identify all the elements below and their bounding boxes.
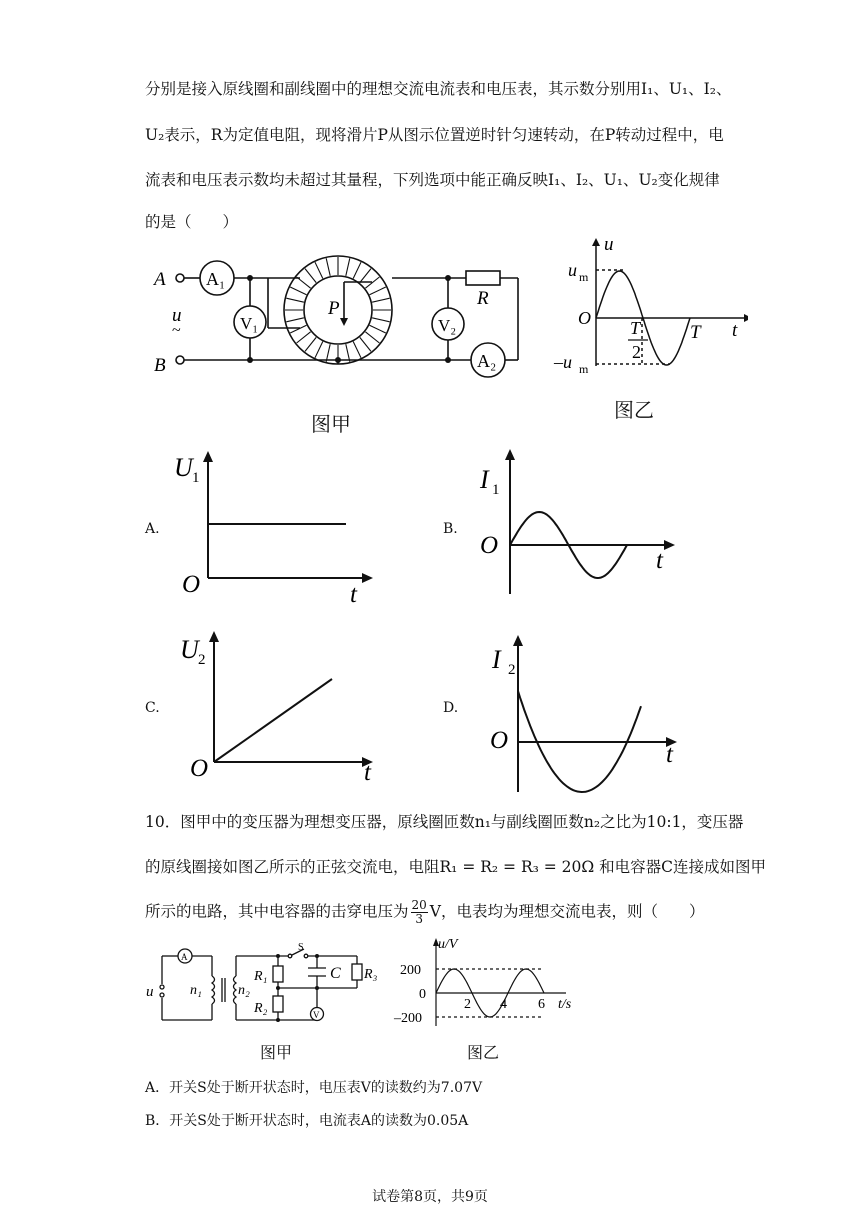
- label-r: R: [477, 288, 489, 309]
- q9-circuit-diagram: [148, 240, 528, 380]
- graph-a-xlabel: t: [350, 581, 357, 608]
- q10-u-label: u: [146, 984, 154, 1000]
- switch-s-label: S: [298, 942, 304, 953]
- winding-tick: [297, 277, 311, 288]
- label-v1: V₁: [240, 314, 259, 333]
- winding-tick: [360, 269, 371, 283]
- half-period-den: 2: [632, 342, 641, 362]
- graph-b-ysub: 1: [492, 482, 500, 498]
- winding-tick: [360, 337, 371, 351]
- winding-tick: [372, 318, 390, 322]
- fraction-numerator: 20: [411, 898, 427, 912]
- resistor-r2: [273, 996, 283, 1012]
- winding-tick: [370, 287, 386, 295]
- winding-tick: [297, 332, 311, 343]
- n2-label: n₂: [238, 983, 250, 998]
- period-label: T: [690, 322, 701, 343]
- q9-text-line-4: 的是（ ）: [145, 213, 239, 231]
- graph-d-ysub: 2: [508, 662, 516, 678]
- winding-tick: [346, 344, 350, 362]
- q9-waveform: [548, 236, 748, 376]
- winding-tick: [326, 258, 330, 276]
- half-period-num: T: [630, 318, 641, 338]
- option-b-graph: [470, 448, 680, 608]
- option-a-graph: [168, 448, 378, 608]
- winding-tick: [353, 262, 361, 278]
- um-sub: m: [579, 270, 589, 284]
- fraction-denominator: 3: [415, 912, 423, 926]
- graph-d-xlabel: t: [666, 741, 673, 768]
- q10-waveform: [392, 936, 588, 1032]
- q10-fig-jia-caption: 图甲: [260, 1043, 293, 1062]
- q9-fig-jia-caption: 图甲: [311, 412, 351, 436]
- label-a: A: [154, 269, 166, 290]
- winding-tick: [290, 325, 306, 333]
- tick-200: 200: [400, 963, 421, 978]
- page-footer: 试卷第8页，共9页: [372, 1189, 488, 1205]
- q10-line3-end: V，电表均为理想交流电表，则（ ）: [429, 902, 705, 921]
- breakdown-voltage-fraction: [411, 899, 428, 926]
- q10-option-a: A．开关S处于断开状态时，电压表V的读数约为7.07V: [145, 1080, 483, 1096]
- option-b-label: B.: [443, 521, 458, 537]
- slider-arrow-icon: [340, 318, 348, 326]
- label-b: B: [154, 355, 166, 376]
- neg-um-sub: m: [579, 362, 589, 376]
- option-c-label: C.: [145, 700, 160, 716]
- option-a-label: A.: [145, 521, 160, 537]
- wave-u-label: u: [604, 236, 614, 255]
- option-d-graph: [478, 634, 688, 794]
- q9-text-line-1: 分别是接入原线圈和副线圈中的理想交流电流表和电压表，其示数分别用I₁、U₁、I₂、: [145, 80, 732, 98]
- resistor-r: [466, 271, 500, 285]
- winding-tick: [286, 298, 304, 302]
- q9-text-line-3: 流表和电压表示数均未超过其量程，下列选项中能正确反映I₁、I₂、U₁、U₂变化规律: [145, 171, 720, 189]
- winding-tick: [286, 318, 304, 322]
- winding-tick: [370, 325, 386, 333]
- label-a2: A₂: [477, 351, 497, 371]
- q10-circuit-diagram: [142, 940, 382, 1036]
- tick-0: 0: [419, 987, 426, 1002]
- neg-um-label: –u: [554, 352, 572, 372]
- winding-tick: [326, 344, 330, 362]
- graph-b-xlabel: t: [656, 547, 663, 574]
- q10-a-label: A: [181, 952, 188, 962]
- label-v2: V₂: [438, 316, 457, 335]
- q10-v-label: V: [313, 1010, 320, 1020]
- tick-4: 4: [500, 997, 507, 1012]
- tick-6: 6: [538, 997, 545, 1012]
- t-axis-label: t: [732, 320, 738, 341]
- capacitor-c-label: C: [330, 965, 341, 982]
- r1-label: R₁: [254, 969, 268, 984]
- option-c-graph: [174, 628, 384, 788]
- graph-b-ylabel: I: [480, 465, 489, 494]
- graph-d-origin: O: [490, 727, 509, 754]
- q10-option-b: B．开关S处于断开状态时，电流表A的读数为0.05A: [145, 1113, 469, 1129]
- winding-tick: [290, 287, 306, 295]
- graph-d-ylabel: I: [492, 645, 501, 674]
- q10-text-line-3: [145, 899, 705, 926]
- origin-label: O: [578, 308, 591, 328]
- graph-b-origin: O: [480, 532, 499, 559]
- label-p: P: [328, 298, 340, 319]
- q10-fig-yi-caption: 图乙: [467, 1043, 500, 1062]
- winding-tick: [346, 258, 350, 276]
- winding-tick: [372, 298, 390, 302]
- winding-tick: [305, 337, 316, 351]
- label-a1: A₁: [206, 269, 226, 289]
- q10-text-line-2: 的原线圈接如图乙所示的正弦交流电，电阻R₁ = R₂ = R₃ = 20Ω 和电容器C连接成如图甲: [145, 858, 767, 876]
- q10-xaxis-label: t/s: [558, 997, 572, 1012]
- q10-yaxis-label: u/V: [438, 937, 458, 952]
- r2-label: R₂: [254, 1001, 268, 1016]
- resistor-r3: [352, 964, 362, 980]
- graph-c-ylabel: U: [180, 635, 199, 664]
- winding-tick: [315, 342, 323, 358]
- tick-neg-200: –200: [394, 1011, 422, 1026]
- graph-c-xlabel: t: [364, 759, 371, 786]
- n1-label: n₁: [190, 983, 202, 998]
- graph-a-origin: O: [182, 571, 201, 598]
- winding-tick: [365, 332, 379, 343]
- q10-line3-start: 所示的电路，其中电容器的击穿电压为: [145, 902, 409, 921]
- winding-tick: [353, 342, 361, 358]
- r3-label: R₃: [364, 967, 378, 982]
- label-tilde: ~: [172, 322, 181, 339]
- winding-tick: [315, 262, 323, 278]
- graph-c-origin: O: [190, 755, 209, 782]
- graph-a-ylabel: U: [174, 453, 193, 482]
- tick-2: 2: [464, 997, 471, 1012]
- option-d-label: D.: [443, 700, 459, 716]
- resistor-r1: [273, 966, 283, 982]
- winding-tick: [305, 269, 316, 283]
- q9-text-line-2: U₂表示，R为定值电阻，现将滑片P从图示位置逆时针匀速转动，在P转动过程中，电: [145, 126, 724, 144]
- label-u: u: [172, 305, 182, 326]
- q10-text-line-1: 10．图甲中的变压器为理想变压器，原线圈匝数n₁与副线圈匝数n₂之比为10:1，变压器: [145, 813, 744, 831]
- q9-fig-yi-caption: 图乙: [614, 398, 654, 422]
- graph-c-ysub: 2: [198, 652, 206, 668]
- um-label: u: [568, 260, 577, 280]
- graph-a-ysub: 1: [192, 470, 200, 486]
